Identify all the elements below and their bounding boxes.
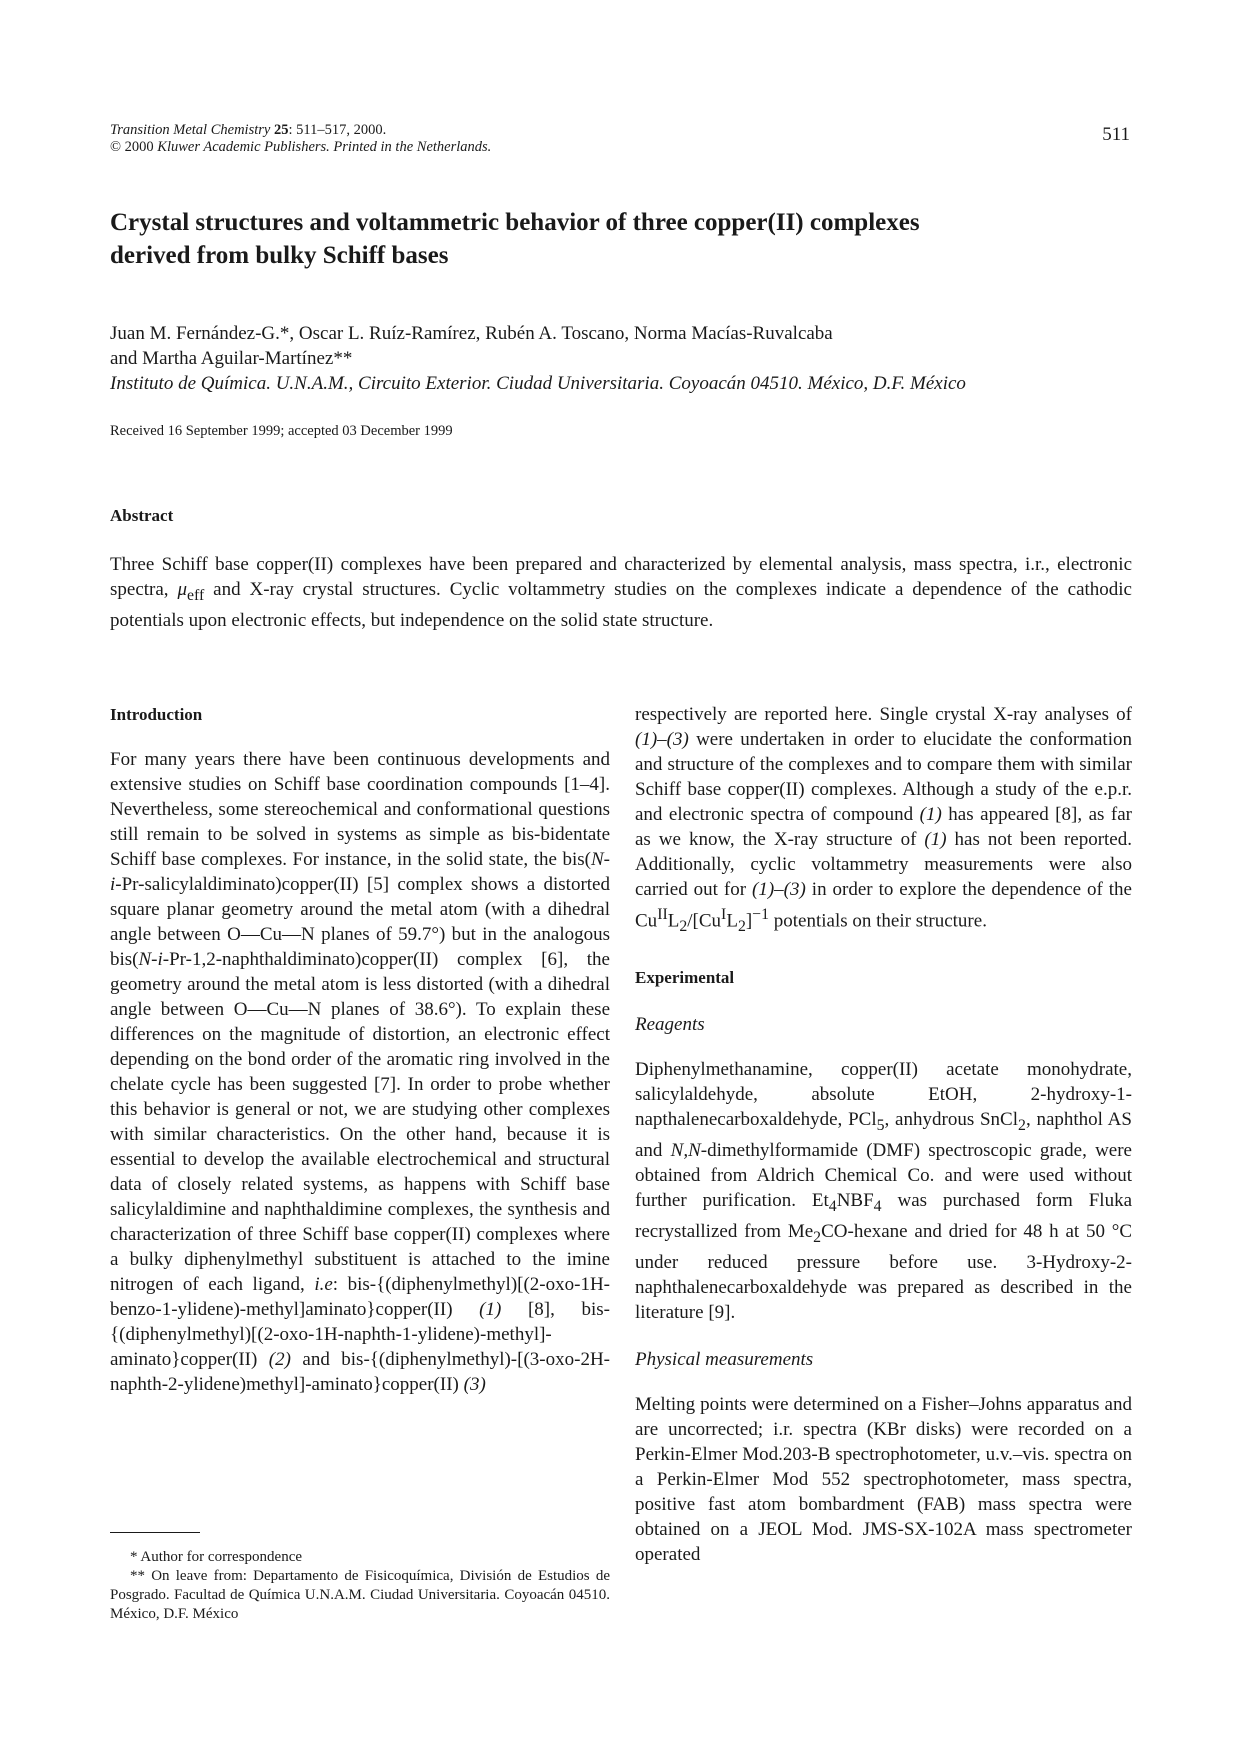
rintro-text-3: has appeared [8], as far as we know, the X-ray structure of — [635, 804, 1132, 850]
abstract-part-2: and X-ray crystal structures. Cyclic voltammetry studies on the complexes indicate a dependence of the cathodic potentials upon electronic effects, but independence on the solid state structure. — [110, 579, 1132, 631]
compound-ref-3: (3) — [463, 1374, 486, 1395]
intro-text-3: Pr-1,2-naphthaldiminato)copper(II) complex [6], the geometry around the metal atom is less distorted (with a dihedral angle between O—Cu—N planes of 38.6°). To explain these differences on the magnitude of distortion, an electronic effect depending on the bond order of the aromatic ring involved in the chelate cycle has been suggested [7]. In order to probe whether this behavior is general or not, we are studying other complexes with similar characteristics. On the other hand, because it is essential to develop the available electrochemical and structural data of closely related systems, as happens with Schiff base salicylaldimine and naphthaldimine complexes, the synthesis and characterization of three Schiff base copper(II) complexes where a bulky diphenylmethyl substituent is attached to the imine nitrogen of each ligand, — [110, 949, 610, 1295]
rintro-sup-3: −1 — [752, 906, 770, 923]
reagents-sub-2: 2 — [1018, 1116, 1026, 1134]
reagents-text-7: CO-hexane and dried for 48 h at 50 °C under reduced pressure before use. 3-Hydroxy-2-naphthalenecarboxaldehyde was prepared as described in the literature [9]. — [635, 1220, 1132, 1323]
title-line-2: derived from bulky Schiff bases — [110, 242, 449, 269]
compound-ref-1: (1) — [479, 1299, 502, 1320]
rintro-sub-2: 2 — [737, 918, 746, 936]
footnote-2: ** On leave from: Departamento de Fisicoquímica, División de Estudios de Posgrado. Facultad de Química U.N.A.M. Ciudad Universitaria. Coyoacán 04510. México, D.F. México — [110, 1568, 610, 1622]
introduction-heading: Introduction — [110, 705, 203, 724]
experimental-heading: Experimental — [635, 968, 735, 988]
intro-text-6: and bis-{(diphenylmethyl)-[(3-oxo-2H-naphth-2-ylidene)methyl]-aminato}copper(II) — [110, 1349, 610, 1395]
rintro-text-2: were undertaken in order to elucidate the conformation and structure of the complexes and to compare them with similar Schiff base copper(II) complexes. Although a study of the e.p.r. and electronic spectra of compound — [635, 729, 1132, 825]
reagents-sub-4: 4 — [873, 1197, 882, 1215]
intro-italic-1: N-i- — [110, 849, 610, 895]
rintro-text-8: L — [726, 910, 738, 932]
intro-text-4: : bis-{(diphenylmethyl)[(2-oxo-1H-benzo-1-ylidene)-methyl]aminato}copper(II) — [110, 1274, 611, 1320]
reagents-text-3: , naphthol AS and — [635, 1109, 1132, 1161]
rintro-compound-1: (1)–(3) — [635, 729, 689, 750]
reagents-sub-1: 5 — [876, 1116, 885, 1134]
rintro-sup-1: II — [657, 906, 668, 923]
rintro-sup-2: I — [721, 906, 727, 923]
reagents-text-2: , anhydrous SnCl — [884, 1109, 1019, 1131]
rintro-text-7: /[Cu — [687, 910, 722, 932]
rintro-text-9: ] — [745, 910, 753, 932]
reagents-italic: N,N — [670, 1139, 701, 1161]
rintro-sub-1: 2 — [679, 918, 688, 936]
left-column — [110, 702, 610, 1397]
journal-citation-line2 — [110, 139, 491, 156]
journal-citation — [110, 122, 491, 156]
abstract-mu-subscript: eff — [186, 586, 205, 604]
reagents-sub-5: 2 — [813, 1228, 822, 1246]
reagents-sub-3: 4 — [828, 1197, 837, 1215]
physical-measurements-paragraph: Melting points were determined on a Fisher–Johns apparatus and are uncorrected; i.r. spectra (KBr disks) were recorded on a Perkin-Elmer Mod.203-B spectrophotometer, u.v.–vis. spectra on a Perkin-Elmer Mod 552 spectrophotometer, mass spectra, positive fast atom bombardment (FAB) mass spectra were obtained on a JEOL Mod. JMS-SX-102A mass spectrometer operated — [635, 1393, 1132, 1565]
rintro-compound-3: (1) — [924, 829, 947, 850]
abstract-text — [110, 552, 1132, 633]
authors-line-1: Juan M. Fernández-G.*, Oscar L. Ruíz-Ramírez, Rubén A. Toscano, Norma Macías-Ruvalcaba — [110, 323, 833, 344]
intro-text-5: [8], bis-{(diphenylmethyl)[(2-oxo-1H-naphth-1-ylidene)-methyl]-aminato}copper(II) — [110, 1299, 610, 1370]
rintro-compound-2: (1) — [919, 804, 942, 825]
authors-line-2: and Martha Aguilar-Martínez** — [110, 348, 353, 369]
affiliation: Instituto de Química. U.N.A.M., Circuito Exterior. Ciudad Universitaria. Coyoacán 04510. México, D.F. México — [110, 373, 966, 394]
page-number: 511 — [1102, 124, 1130, 145]
rintro-compound-4: (1)–(3) — [752, 879, 806, 900]
rintro-text-10: potentials on their structure. — [769, 910, 987, 932]
physical-measurements-heading: Physical measurements — [635, 1348, 814, 1370]
journal-volume: 25 — [273, 122, 289, 138]
abstract-mu: μ — [177, 579, 187, 600]
author-block — [110, 321, 1130, 396]
footnotes — [110, 1548, 610, 1624]
introduction-continued — [635, 702, 1132, 939]
reagents-text-5: NBF — [836, 1189, 874, 1211]
footnote-1: * Author for correspondence — [130, 1549, 303, 1565]
article-title — [110, 206, 1110, 272]
copyright: © 2000 — [110, 139, 154, 155]
intro-text-2: Pr-salicylaldiminato)copper(II) [5] complex shows a distorted square planar geometry around the metal atom (with a dihedral angle between O—Cu—N planes of 59.7°) but in the analogous bis( — [110, 874, 610, 970]
journal-pages-year: : 511–517, 2000. — [288, 122, 387, 138]
rintro-text-4: has not been reported. Additionally, cyclic voltammetry measurements were also carried out for — [635, 829, 1132, 900]
reagents-paragraph — [635, 1057, 1132, 1324]
rintro-text-6: L — [667, 910, 680, 932]
reagents-text-4: -dimethylformamide (DMF) spectroscopic grade, were obtained from Aldrich Chemical Co. and were used without further purification. Et — [635, 1139, 1132, 1211]
reagents-heading: Reagents — [635, 1014, 705, 1036]
journal-citation-line1 — [110, 122, 491, 139]
footnote-divider — [110, 1532, 200, 1533]
journal-name: Transition Metal Chemistry — [110, 122, 271, 138]
compound-ref-2: (2) — [268, 1349, 291, 1370]
intro-italic-2: N-i- — [138, 949, 170, 970]
title-line-1: Crystal structures and voltammetric behavior of three copper(II) complexes — [110, 209, 920, 236]
right-column — [635, 702, 1132, 1567]
intro-text-1: For many years there have been continuous developments and extensive studies on Schiff base coordination compounds [1–4]. Nevertheless, some stereochemical and conformational questions still remain to be solved in systems as simple as bis-bidentate Schiff base complexes. For instance, in the solid state, the bis( — [110, 749, 610, 870]
received-dates: Received 16 September 1999; accepted 03 December 1999 — [110, 423, 453, 439]
intro-ie: i.e — [314, 1274, 333, 1295]
reagents-text-6: was purchased form Fluka recrystallized from Me — [635, 1189, 1132, 1242]
introduction-paragraph — [110, 747, 610, 1397]
publisher: Kluwer Academic Publishers. Printed in the Netherlands. — [157, 139, 492, 155]
reagents-text-1: Diphenylmethanamine, copper(II) acetate monohydrate, salicylaldehyde, absolute EtOH, 2-hydroxy-1-napthalenecarboxaldehyde, PCl — [635, 1059, 1132, 1131]
abstract-part-1: Three Schiff base copper(II) complexes have been prepared and characterized by elemental analysis, mass spectra, i.r., electronic spectra, — [110, 554, 1132, 600]
rintro-text-5: in order to explore the dependence of the Cu — [635, 879, 1132, 932]
rintro-text-1: respectively are reported here. Single crystal X-ray analyses of — [635, 704, 1132, 725]
abstract-heading: Abstract — [110, 506, 174, 525]
